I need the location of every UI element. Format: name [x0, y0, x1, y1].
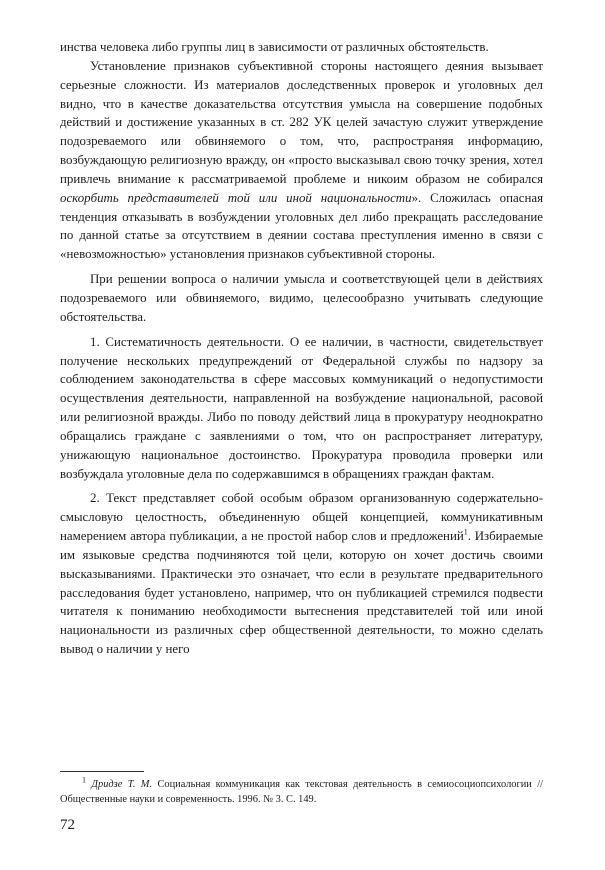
paragraph-text: ». Сложилась опасная тенденция отказывать в возбуждении уголовных дел либо прекращать расследование по данной статье за отсутствием в деянии состава преступления именно в связи с «невозможностью» установления признаков субъективной стороны.: [60, 190, 543, 262]
paragraph-systematic-activity: 1. Систематичность деятельности. О ее наличии, в частности, свидетельствует получение нескольких предупреждений от Федеральной службы по надзору за соблюдением законодательства в сфере массовых коммуникаций о недопустимости осуществления деятельности, направленной на возбуждение национальной, расовой или религиозной вражды. Либо по поводу действий лица в прокуратуру неоднократно обращались граждане с заявлениями о том, что он распространяет литературу, унижающую национальное достоинство. Прокуратура проводила проверки или возбуждала уголовные дела по содержавшимся в обращениях граждан фактам.: [60, 334, 543, 481]
footnote: [60, 777, 543, 807]
body-text: [60, 38, 543, 659]
footnote-author: Дридзе Т. М.: [91, 779, 153, 790]
footnote-reference: 1: [463, 527, 468, 537]
paragraph-subjective-side: [60, 57, 543, 264]
footnote-marker: 1: [82, 775, 86, 785]
page-number: 72: [60, 817, 75, 833]
italic-phrase: оскорбить представителей той или иной национальности: [60, 190, 412, 205]
paragraph-continuation: инства человека либо группы лиц в зависимости от различных обстоятельств.: [60, 40, 489, 54]
paragraph-text: Установление признаков субъективной стороны настоящего деяния вызывает серьезные сложности. Из материалов доследственных проверок и уголовных дел видно, что в качестве доказательства отсутствия умысла на совершение подобных действий и достижение указанных в ст. 282 УК целей зачастую служит утверждение подозреваемого или обвиняемого о том, что, распространяя информацию, возбуждающую религиозную вражду, он «просто высказывал свою точку зрения, хотел привлечь внимание к рассматриваемой проблеме и никоим образом не собирался: [60, 58, 543, 186]
paragraph-intent-question: При решении вопроса о наличии умысла и соответствующей цели в действиях подозреваемого или обвиняемого, видимо, целесообразно учитывать следующие обстоятельства.: [60, 272, 543, 324]
footnote-divider: [60, 771, 144, 772]
footnote-text: Социальная коммуникация как текстовая деятельность в семиосоциопсихологии // Общественные науки и современность. 1996. № 3. С. 149.: [60, 779, 543, 805]
paragraph-text: . Избираемые им языковые средства подчиняются той цели, которую он хочет достичь своими высказываниями. Практически это означает, что если в результате предварительного расследования будет установлено, например, что он публикацией стремился подвести читателя к пониманию необходимости вытеснения представителей той или иной национальности из различных сфер общественной деятельности, то можно сделать вывод о наличии у него: [60, 529, 544, 657]
paragraph-text: 2. Текст представляет собой особым образом организованную содержательно-смысловую целостность, объединенную общей концепцией, коммуникативным намерением автора публикации, а не простой набор слов и предложений: [60, 491, 543, 544]
paragraph-text-integrity: [60, 489, 543, 659]
